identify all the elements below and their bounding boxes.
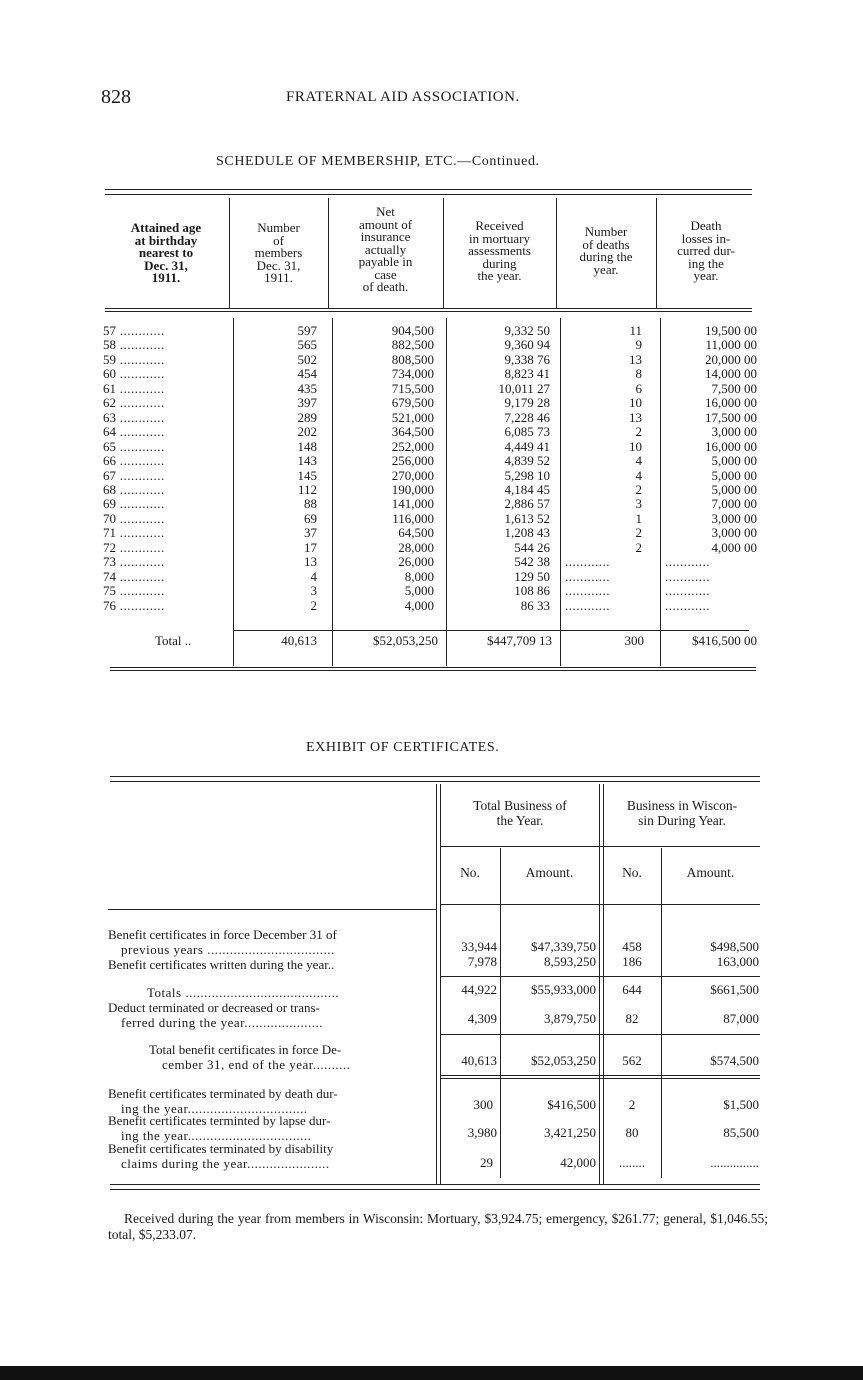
col-header-line: Dec. 31,: [256, 257, 301, 273]
row-leader: ............: [116, 395, 165, 411]
row-deaths: 2: [635, 525, 642, 541]
subtotal-rule: [440, 1034, 760, 1035]
col-header-line: Number: [257, 220, 300, 235]
label-top-rule: [108, 909, 436, 910]
running-head: FRATERNAL AID ASSOCIATION.: [286, 89, 520, 105]
row-age: [103, 338, 165, 352]
row-age: [103, 483, 165, 497]
row-age-value: 65: [103, 438, 116, 454]
col-header-line: Dec. 31,: [144, 257, 188, 273]
col-rule: [599, 784, 600, 1184]
row-deaths: 4: [635, 467, 642, 483]
value-cell: 42,000: [560, 1155, 596, 1170]
row-deaths: 2: [635, 539, 642, 555]
row-deaths: 4: [635, 453, 642, 469]
row-leader: ............: [116, 380, 165, 396]
row-received: 4,184 45: [504, 481, 550, 497]
row-age-value: 60: [103, 366, 116, 382]
row-leader: ............: [116, 510, 165, 526]
row-age-value: 59: [103, 351, 116, 367]
row-age: [103, 396, 165, 410]
row-insurance: 28,000: [398, 539, 434, 555]
total-label: Total ..: [155, 633, 192, 648]
row-losses: 3,000 00: [711, 510, 757, 526]
row-losses: ............: [665, 583, 710, 599]
row-losses: 17,500 00: [705, 409, 757, 425]
value-cell: $498,500: [710, 939, 759, 954]
row-losses: 4,000 00: [711, 539, 757, 555]
value-cell: $52,053,250: [531, 1053, 596, 1068]
value-cell: 562: [622, 1053, 642, 1068]
row-losses: 5,000 00: [711, 453, 757, 469]
col-header-line: case: [374, 266, 397, 282]
row-members: 202: [297, 424, 317, 440]
row-age: [103, 353, 165, 367]
group-header-line: sin During Year.: [638, 813, 726, 828]
col-header-line: actually: [364, 241, 407, 257]
value-cell: 4,309: [467, 1011, 497, 1026]
row-insurance: 190,000: [391, 481, 434, 497]
row-received: 8,823 41: [504, 366, 550, 382]
row-insurance: 64,500: [398, 525, 434, 541]
row-insurance: 882,500: [391, 337, 434, 353]
row-losses: ............: [665, 597, 710, 613]
row-age: [103, 512, 165, 526]
row-members: 565: [297, 337, 317, 353]
value-cell: 85,500: [723, 1125, 759, 1140]
total-members: 40,613: [281, 633, 317, 648]
row-members: 2: [310, 597, 317, 613]
value-cell: 2: [628, 1097, 636, 1112]
row-age-value: 66: [103, 453, 116, 469]
col-header-line: losses in-: [681, 230, 731, 246]
row-members: 69: [304, 510, 317, 526]
exhibit-bottom-rule: [110, 1184, 760, 1190]
value-cell: 186: [622, 954, 642, 969]
value-cell: 644: [622, 982, 642, 997]
row-members: 148: [297, 438, 317, 454]
row-deaths: 11: [629, 323, 642, 338]
row-members: 37: [304, 525, 317, 541]
value-cell: $47,339,750: [531, 939, 596, 954]
row-losses: 11,000 00: [705, 337, 757, 353]
row-leader: ............: [116, 323, 165, 338]
label-force-end: Total benefit certificates in force De-: [149, 1042, 342, 1057]
row-age-value: 67: [103, 467, 116, 483]
col-header-line: amount of: [358, 216, 413, 232]
row-members: 3: [310, 583, 317, 599]
row-age-value: 68: [103, 481, 116, 497]
row-leader: ............: [116, 539, 165, 555]
total-losses: $416,500 00: [692, 633, 757, 648]
row-received: 9,332 50: [504, 323, 550, 338]
row-members: 4: [310, 568, 317, 584]
row-age: [103, 411, 165, 425]
row-age: [103, 454, 165, 468]
row-received: 542 38: [514, 554, 550, 570]
row-deaths: 6: [635, 380, 642, 396]
row-insurance: 141,000: [391, 496, 434, 512]
row-losses: 20,000 00: [705, 351, 757, 367]
row-age: [103, 570, 165, 584]
row-age: [103, 440, 165, 454]
row-losses: 3,000 00: [711, 525, 757, 541]
row-insurance: 8,000: [404, 568, 434, 584]
value-cell: $574,500: [710, 1053, 759, 1068]
col-header-insurance: [328, 206, 443, 294]
row-deaths: ............: [565, 568, 610, 584]
row-received: 9,179 28: [504, 395, 550, 411]
row-leader: ............: [116, 583, 165, 599]
row-members: 435: [297, 380, 317, 396]
label-totals: Totals .........................................: [147, 985, 340, 1000]
col-header-line: nearest to: [138, 245, 194, 260]
col-header-line: 1911.: [151, 270, 181, 285]
value-cell: $1,500: [723, 1097, 759, 1112]
row-leader: ............: [116, 453, 165, 469]
group-header-rule: [440, 846, 760, 847]
row-losses: 5,000 00: [711, 481, 757, 497]
subheader-no: No.: [460, 865, 480, 880]
row-age-value: 58: [103, 337, 116, 353]
row-losses: 5,000 00: [711, 467, 757, 483]
value-cell: 3,879,750: [544, 1011, 596, 1026]
label-deduct-cont: ferred during the year.....................: [121, 1015, 324, 1030]
label-disab: Benefit certificates terminated by disability: [108, 1141, 334, 1156]
col-header-losses: [656, 220, 756, 283]
row-losses: 19,500 00: [705, 323, 757, 338]
row-members: 88: [304, 496, 317, 512]
col-header-line: insurance: [360, 229, 411, 244]
row-leader: ............: [116, 568, 165, 584]
row-leader: ............: [116, 467, 165, 483]
row-age: [103, 555, 165, 569]
row-insurance: 270,000: [391, 467, 434, 483]
col-header-line: Net: [376, 204, 395, 219]
subtotal-rule: [440, 976, 760, 977]
row-received: 10,011 27: [498, 380, 550, 396]
row-received: 4,449 41: [504, 438, 550, 454]
row-received: 9,338 76: [504, 351, 550, 367]
row-leader: ............: [116, 366, 165, 382]
row-leader: ............: [116, 409, 165, 425]
row-losses: 14,000 00: [705, 366, 757, 382]
col-header-line: Received: [475, 218, 524, 233]
row-deaths: 2: [635, 481, 642, 497]
value-cell: 163,000: [716, 954, 759, 969]
row-deaths: ............: [565, 554, 610, 570]
row-deaths: 10: [629, 395, 642, 411]
row-age: [103, 584, 165, 598]
label-in-force: Benefit certificates in force December 31 of: [108, 927, 337, 942]
row-leader: ............: [116, 496, 165, 512]
row-insurance: 715,500: [391, 380, 434, 396]
row-losses: 3,000 00: [711, 424, 757, 440]
row-insurance: 5,000: [404, 583, 434, 599]
row-deaths: ............: [565, 597, 610, 613]
value-cell: 300: [473, 1097, 493, 1112]
label-deduct: Deduct terminated or decreased or trans-: [108, 1000, 320, 1015]
col-header-line: 1911.: [264, 270, 293, 285]
row-members: 17: [304, 539, 317, 555]
row-age-value: 57: [103, 323, 116, 338]
row-age-value: 71: [103, 525, 116, 541]
row-received: 4,839 52: [504, 453, 550, 469]
row-losses: 7,500 00: [711, 380, 757, 396]
row-members: 145: [297, 467, 317, 483]
label-written: Benefit certificates written during the year..: [108, 957, 335, 972]
row-insurance: 734,000: [391, 366, 434, 382]
subtotal-rule: [440, 1075, 760, 1076]
col-header-line: in mortuary: [468, 230, 530, 246]
col-rule: [436, 784, 437, 1184]
row-age-value: 76: [103, 597, 116, 613]
col-header-received: [443, 220, 556, 283]
subheader-rule: [440, 904, 760, 905]
row-age-value: 61: [103, 380, 116, 396]
schedule-header-rule-2: [105, 311, 752, 312]
value-cell: 29: [480, 1155, 493, 1170]
row-deaths: 2: [635, 424, 642, 440]
row-received: 9,360 94: [504, 337, 550, 353]
row-leader: ............: [116, 597, 165, 613]
row-insurance: 256,000: [391, 453, 434, 469]
row-deaths: 1: [635, 510, 642, 526]
row-leader: ............: [116, 481, 165, 497]
row-age-value: 64: [103, 424, 116, 440]
row-leader: ............: [116, 424, 165, 440]
value-cell: 82: [625, 1011, 639, 1026]
col-header-line: year.: [693, 268, 719, 283]
row-losses: 16,000 00: [705, 395, 757, 411]
row-insurance: 116,000: [392, 510, 434, 526]
row-members: 397: [297, 395, 317, 411]
col-header-line: year.: [593, 261, 619, 277]
row-received: 544 26: [514, 539, 550, 555]
value-cell: $416,500: [547, 1097, 596, 1112]
value-cell: 87,000: [723, 1011, 759, 1026]
row-age: [103, 425, 165, 439]
total-received: $447,709 13: [487, 633, 552, 648]
row-age: [103, 599, 165, 613]
schedule-header-rule: [105, 308, 752, 309]
schedule-title: SCHEDULE OF MEMBERSHIP, ETC.—Continued.: [216, 154, 540, 169]
row-insurance: 252,000: [391, 438, 434, 454]
row-age-value: 72: [103, 539, 116, 555]
row-age-value: 75: [103, 583, 116, 599]
row-members: 597: [297, 323, 317, 338]
scan-edge-bar: [0, 1366, 863, 1380]
row-age-value: 63: [103, 409, 116, 425]
label-death: Benefit certificates terminated by death dur-: [108, 1086, 338, 1101]
row-age: [103, 382, 165, 396]
row-received: 2,886 57: [504, 496, 550, 512]
row-insurance: 364,500: [391, 424, 434, 440]
col-header-members: [229, 222, 328, 285]
value-cell: 3,421,250: [544, 1125, 596, 1140]
row-losses: 16,000 00: [705, 438, 757, 454]
row-insurance: 808,500: [391, 351, 434, 367]
row-insurance: 4,000: [404, 597, 434, 613]
col-header-line: assessments: [468, 243, 531, 258]
total-deaths: 300: [624, 633, 644, 648]
row-received: 5,298 10: [504, 467, 550, 483]
value-cell: 80: [625, 1125, 639, 1140]
label-death-cont: ing the year................................: [121, 1101, 308, 1116]
row-leader: ............: [116, 438, 165, 454]
row-age: [103, 324, 165, 338]
subheader-amount: Amount.: [525, 865, 574, 880]
row-losses: ............: [665, 568, 710, 584]
row-age: [103, 469, 165, 483]
row-insurance: 904,500: [391, 323, 434, 338]
value-cell: 8,593,250: [544, 954, 596, 969]
label-force-end-cont: cember 31, end of the year..........: [162, 1057, 351, 1072]
row-deaths: 13: [629, 351, 642, 367]
exhibit-title: EXHIBIT OF CERTIFICATES.: [306, 740, 500, 755]
col-header-line: the year.: [477, 268, 522, 283]
schedule-bottom-rule: [110, 667, 756, 668]
row-received: 6,085 73: [504, 424, 550, 440]
row-received: 1,613 52: [504, 510, 550, 526]
row-deaths: 10: [629, 438, 642, 454]
row-received: 86 33: [520, 597, 550, 613]
label-lapse-cont: ing the year.................................: [121, 1128, 312, 1143]
row-received: 108 86: [514, 583, 550, 599]
row-age: [103, 497, 165, 511]
schedule-top-rule: [105, 189, 752, 195]
col-header-line: Death: [690, 218, 722, 233]
schedule-bottom-rule-2: [110, 670, 756, 671]
value-cell: 33,944: [461, 939, 497, 954]
value-cell: 7,978: [467, 954, 497, 969]
group-header-line: Total Business of: [473, 798, 567, 813]
value-cell: ........: [619, 1155, 645, 1170]
row-received: 129 50: [514, 568, 550, 584]
row-insurance: 26,000: [398, 554, 434, 570]
subheader-no-wis: No.: [622, 865, 642, 880]
col-header-line: of: [273, 232, 284, 248]
row-age-value: 73: [103, 554, 116, 570]
value-cell: 40,613: [461, 1053, 497, 1068]
col-header-line: curred dur-: [677, 243, 735, 258]
col-header-line: Attained age: [130, 220, 202, 235]
row-leader: ............: [116, 554, 165, 570]
col-header-line: during: [482, 255, 517, 271]
value-cell: $661,500: [710, 982, 759, 997]
row-losses: 7,000 00: [711, 496, 757, 512]
value-cell: 3,980: [467, 1125, 497, 1140]
row-losses: ............: [665, 554, 710, 570]
row-members: 502: [297, 351, 317, 367]
col-header-line: at birthday: [134, 232, 198, 248]
row-members: 143: [297, 453, 317, 469]
row-deaths: 3: [635, 496, 642, 512]
row-deaths: 9: [635, 337, 642, 353]
row-insurance: 521,000: [391, 409, 434, 425]
col-header-line: of death.: [362, 279, 409, 294]
row-members: 13: [304, 554, 317, 570]
group-header-line: Business in Wiscon-: [626, 798, 738, 813]
row-leader: ............: [116, 351, 165, 367]
exhibit-top-rule: [110, 776, 760, 782]
row-age-value: 69: [103, 496, 116, 512]
total-insurance: $52,053,250: [373, 633, 438, 648]
total-rule: [233, 630, 749, 631]
row-age-value: 70: [103, 510, 116, 526]
row-leader: ............: [116, 337, 165, 353]
subheader-amount-wis: Amount.: [686, 865, 735, 880]
row-leader: ............: [116, 525, 165, 541]
group-header-total: [442, 798, 598, 828]
value-cell: 44,922: [461, 982, 497, 997]
row-deaths: ............: [565, 583, 610, 599]
row-insurance: 679,500: [391, 395, 434, 411]
label-in-force-cont: previous years ..................................: [121, 942, 335, 957]
subtotal-rule-2: [440, 1078, 760, 1079]
row-members: 454: [297, 366, 317, 382]
value-cell: 458: [622, 939, 642, 954]
row-members: 112: [297, 481, 317, 497]
col-header-age: [105, 222, 227, 285]
row-age: [103, 541, 165, 555]
col-header-deaths: [556, 226, 656, 276]
label-disab-cont: claims during the year......................: [121, 1156, 330, 1171]
row-age: [103, 526, 165, 540]
row-members: 289: [297, 409, 317, 425]
row-age-value: 74: [103, 568, 116, 584]
col-header-line: during the: [579, 249, 633, 264]
row-received: 1,208 43: [504, 525, 550, 541]
col-header-line: Number: [584, 224, 628, 239]
value-cell: $55,933,000: [531, 982, 596, 997]
col-header-line: members: [254, 245, 303, 260]
label-lapse: Benefit certificates terminted by lapse dur-: [108, 1113, 331, 1128]
col-header-line: ing the: [688, 255, 724, 271]
row-age: [103, 367, 165, 381]
row-age-value: 62: [103, 395, 116, 411]
row-deaths: 13: [629, 409, 642, 425]
footnote: Received during the year from members in Wisconsin: Mortuary, $3,924.75; emergency, $261.77; general, $1,046.55; total, $5,233.07.: [108, 1211, 768, 1242]
group-header-line: the Year.: [496, 813, 544, 828]
value-cell: ...............: [710, 1155, 759, 1170]
col-header-line: of deaths: [582, 236, 630, 252]
row-received: 7,228 46: [504, 409, 550, 425]
group-header-wisconsin: [604, 798, 760, 828]
page-number: 828: [101, 86, 131, 108]
row-deaths: 8: [635, 366, 642, 382]
col-header-line: payable in: [358, 254, 413, 269]
